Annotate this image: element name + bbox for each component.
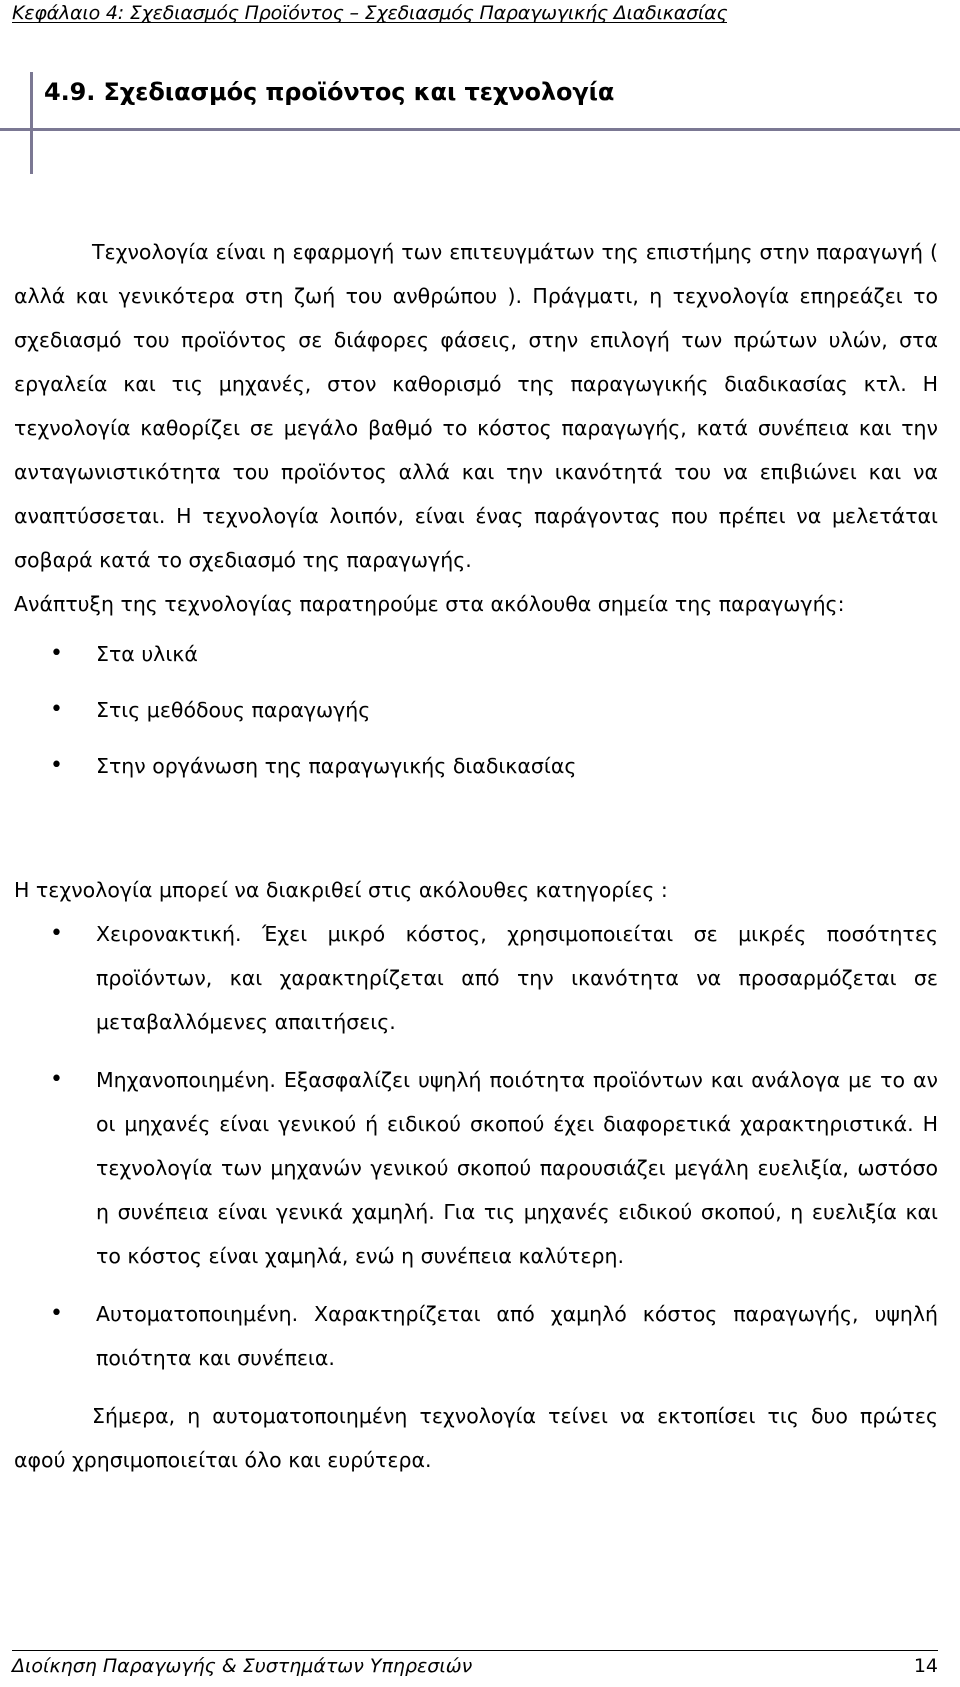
conclusion-paragraph: Σήμερα, η αυτοματοποιημένη τεχνολογία τείνει να εκτοπίσει τις δυο πρώτες αφού χρησιμοποιείται όλο και ευρύτερα.	[14, 1404, 938, 1472]
list-item: • Στην οργάνωση της παραγωγικής διαδικασίας	[14, 738, 938, 794]
categories-lead: Η τεχνολογία μπορεί να διακριθεί στις ακόλουθες κατηγορίες :	[14, 878, 668, 902]
section-title: 4.9. Σχεδιασμός προϊόντος και τεχνολογία	[44, 78, 615, 106]
section-horizontal-rule	[0, 128, 960, 131]
list-item: • Αυτοματοποιημένη. Χαρακτηρίζεται από χαμηλό κόστος παραγωγής, υψηλή ποιότητα και συνέπεια.	[14, 1292, 938, 1380]
development-points-list	[14, 626, 938, 794]
section-vertical-rule	[30, 72, 33, 174]
page-number: 14	[913, 1655, 938, 1677]
running-footer	[12, 1650, 938, 1677]
list-item: • Στις μεθόδους παραγωγής	[14, 682, 938, 738]
development-lead: Ανάπτυξη της τεχνολογίας παρατηρούμε στα ακόλουθα σημεία της παραγωγής:	[14, 592, 845, 616]
list-item: • Μηχανοποιημένη. Εξασφαλίζει υψηλή ποιότητα προϊόντων και ανάλογα με το αν οι μηχανές είναι γενικού ή ειδικού σκοπού έχει διαφορετικά χαρακτηριστικά. Η τεχνολογία των μηχανών γενικού σκοπού παρουσιάζει μεγάλη ευελιξία, ωστόσο η συνέπεια είναι γενικά χαμηλή. Για τις μηχανές ειδικού σκοπού, η ευελιξία και το κόστος είναι χαμηλά, ενώ η συνέπεια καλύτερη.	[14, 1058, 938, 1278]
page-content	[14, 230, 938, 1482]
footer-title: Διοίκηση Παραγωγής & Συστημάτων Υπηρεσιών	[12, 1655, 473, 1677]
list-item: • Χειρονακτική. Έχει μικρό κόστος, χρησιμοποιείται σε μικρές ποσότητες προϊόντων, και χαρακτηρίζεται από την ικανότητα να προσαρμόζεται σε μεταβαλλόμενες απαιτήσεις.	[14, 912, 938, 1044]
running-header: Κεφάλαιο 4: Σχεδιασμός Προϊόντος – Σχεδιασμός Παραγωγικής Διαδικασίας	[12, 2, 728, 24]
list-item: • Στα υλικά	[14, 626, 938, 682]
categories-list	[14, 912, 938, 1380]
intro-paragraph: Τεχνολογία είναι η εφαρμογή των επιτευγμάτων της επιστήμης στην παραγωγή ( αλλά και γενικότερα στη ζωή του ανθρώπου ). Πράγματι, η τεχνολογία επηρεάζει το σχεδιασμό του προϊόντος σε διάφορες φάσεις, στην επιλογή των πρώτων υλών, στα εργαλεία και τις μηχανές, στον καθορισμό της παραγωγικής διαδικασίας κτλ. Η τεχνολογία καθορίζει σε μεγάλο βαθμό το κόστος παραγωγής, κατά συνέπεια και την ανταγωνιστικότητα του προϊόντος αλλά και την ικανότητά του να επιβιώνει και να αναπτύσσεται. Η τεχνολογία λοιπόν, είναι ένας παράγοντας που πρέπει να μελετάται σοβαρά κατά το σχεδιασμό της παραγωγής.	[14, 240, 938, 572]
